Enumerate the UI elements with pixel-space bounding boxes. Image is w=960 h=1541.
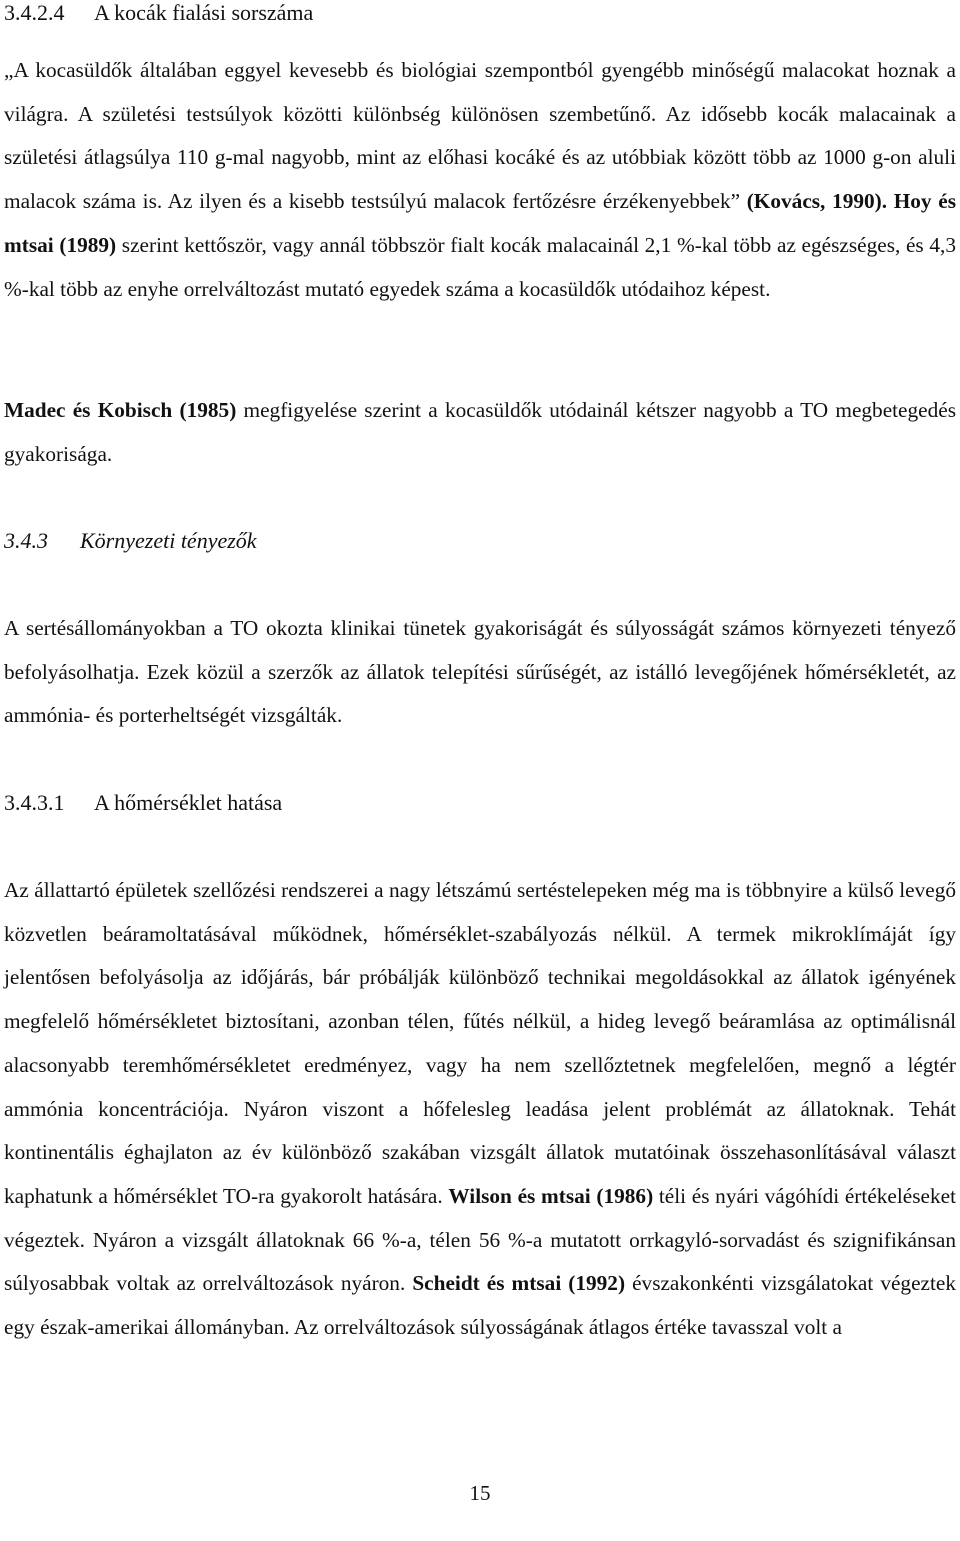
paragraph-kornyezeti-tenyezok <box>4 607 956 738</box>
page-number: 15 <box>469 1481 491 1505</box>
paragraph-fialasi-sorszam <box>4 49 956 311</box>
paragraph-text: A sertésállományokban a TO okozta klinikai tünetek gyakoriságát és súlyosságát számos környezeti tényező befolyásolhatja. Ezek közül a szerzők az állatok telepítési sűrűségét, az istálló levegőjének hőmérsékletét, az ammónia- és porterheltségét vizsgálták. <box>4 616 956 728</box>
section-number: 3.4.3 <box>4 528 48 553</box>
paragraph-text: Az állattartó épületek szellőzési rendszerei a nagy létszámú sertéstelepeken még ma is többnyire a külső levegő közvetlen beáramoltatásával működnek, hőmérséklet-szabályozás nélkül. A termek mikroklímáját így jelentősen befolyásolja az időjárás, bár próbálják különböző technikai megoldásokkal az állatok igényének megfelelő hőmérsékletet biztosítani, azonban télen, fűtés nélkül, a hideg levegő beáramlása az optimálisnál alacsonyabb teremhőmérsékletet eredményez, vagy ha nem szellőztetnek megfelelően, megnő a légtér ammónia koncentrációja. Nyáron viszont a hőfelesleg leadása jelent problémát az állatoknak. Tehát kontinentális éghajlaton az év különböző szakában vizsgált állatok mutatóinak összehasonlításával választ kaphatunk a hőmérséklet TO-ra gyakorolt hatására. <box>4 878 956 1208</box>
section-number: 3.4.2.4 <box>4 0 65 25</box>
section-title: A kocák fialási sorszáma <box>94 0 314 25</box>
section-title: Környezeti tényezők <box>80 528 257 553</box>
paragraph-text: megfigyelése szerint a kocasüldők utódainál kétszer nagyobb a TO megbetegedés gyakorisága. <box>4 398 956 466</box>
paragraph-text: téli és nyári vágóhídi értékeléseket végeztek. Nyáron a vizsgált állatoknak 66 %-a, télen 56 %-a mutatott orrkagyló-sorvadást és szignifikánsan súlyosabbak voltak az orrelváltozások nyáron. <box>4 1183 956 1296</box>
separator-space <box>887 189 894 213</box>
section-heading-3-4-3 <box>4 528 257 554</box>
section-heading-3-4-3-1 <box>4 790 282 816</box>
citation-madec-kobisch-1985: Madec és Kobisch (1985) <box>4 398 237 422</box>
paragraph-text: évszakonkénti vizsgálatokat végeztek egy észak-amerikai állományban. Az orrelváltozások súlyosságának átlagos értéke tavasszal volt a <box>4 1271 957 1340</box>
paragraph-text: „A kocasüldők általában eggyel kevesebb és biológiai szempontból gyengébb minőségű malacokat hoznak a világra. A születési testsúlyok közötti különbség különösen szembetűnő. Az idősebb kocák malacainak a születési átlagsúlya 110 g-mal nagyobb, mint az előhasi kocáké és az utóbbiak között több az 1000 g-on aluli malacok száma is. Az ilyen és a kisebb testsúlyú malacok fertőzésre érzékenyebbek” <box>4 58 956 214</box>
citation-hoy-1989: Hoy és mtsai (1989) <box>4 189 956 257</box>
citation-scheidt-1992: Scheidt és mtsai (1992) <box>412 1271 626 1296</box>
citation-wilson-1986: Wilson és mtsai (1986) <box>448 1183 654 1208</box>
section-title: A hőmérséklet hatása <box>94 790 283 815</box>
paragraph-madec-kobisch <box>4 389 956 476</box>
paragraph-text: szerint kettőször, vagy annál többször fialt kocák malacainál 2,1 %-kal több az egészséges, és 4,3 %-kal több az enyhe orrelváltozást mutató egyedek száma a kocasüldők utódaihoz képest. <box>4 232 957 301</box>
citation-kovacs-1990: (Kovács, 1990). <box>746 189 888 214</box>
paragraph-homerseklet-hatasa <box>4 869 956 1350</box>
section-heading-3-4-2-4 <box>4 0 313 26</box>
section-number: 3.4.3.1 <box>4 790 65 815</box>
